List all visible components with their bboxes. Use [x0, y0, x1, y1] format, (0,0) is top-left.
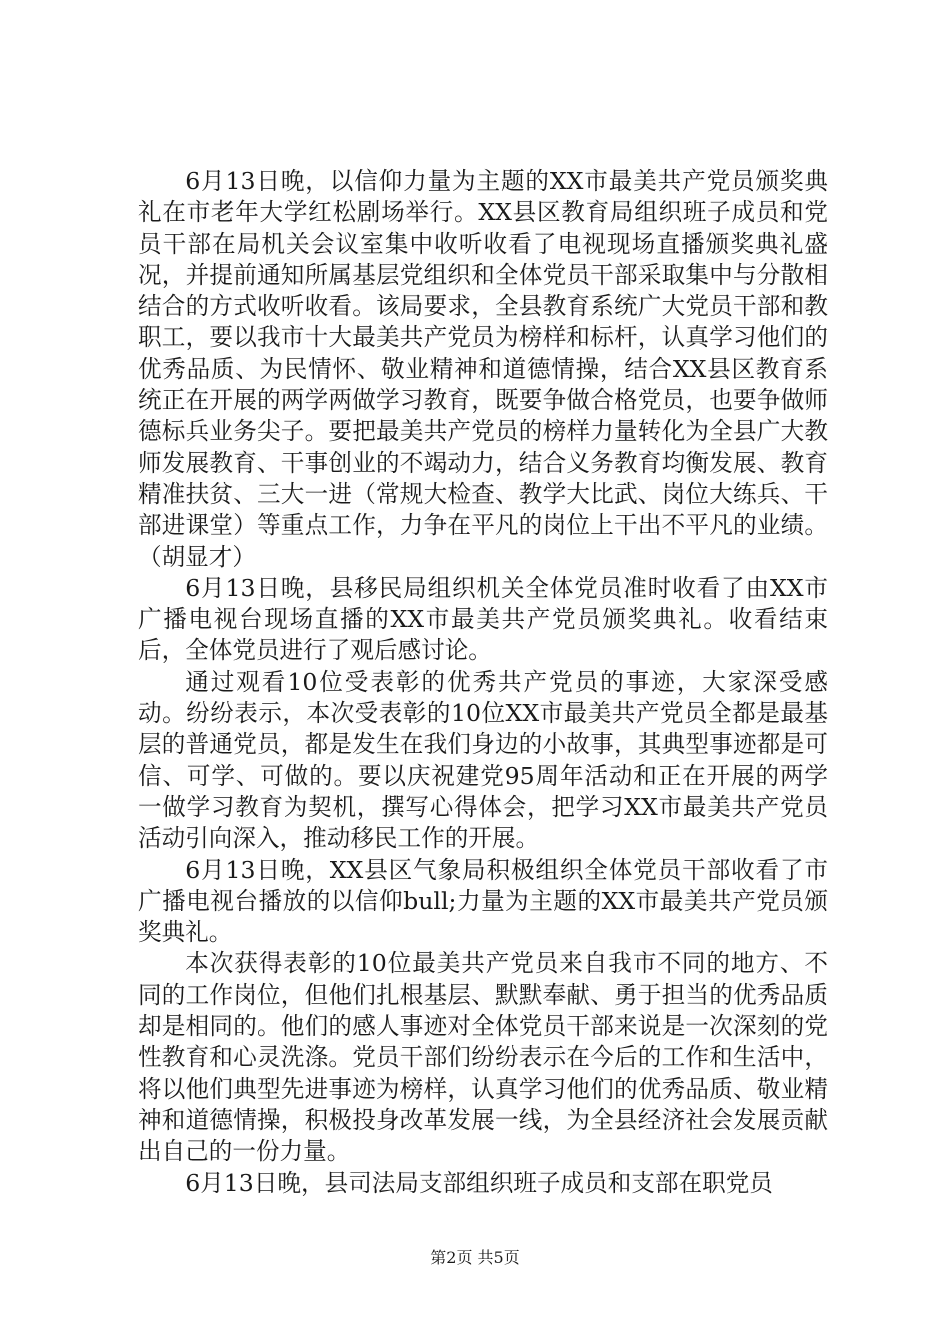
- document-body: [138, 166, 828, 1199]
- paragraph-migration-bureau: 6月13日晚，县移民局组织机关全体党员准时收看了由XX市广播电视台现场直播的XX市最美共产党员颁奖典礼。收看结束后，全体党员进行了观后感讨论。: [138, 573, 828, 665]
- page-footer: 第2页 共5页: [430, 1248, 520, 1267]
- paragraph-meteorology-reflection: 本次获得表彰的10位最美共产党员来自我市不同的地方、不同的工作岗位，但他们扎根基层、默默奉献、勇于担当的优秀品质却是相同的。他们的感人事迹对全体党员干部来说是一次深刻的党性教育和心灵洗涤。党员干部们纷纷表示在今后的工作和生活中，将以他们典型先进事迹为榜样，认真学习他们的优秀品质、敬业精神和道德情操，积极投身改革发展一线，为全县经济社会发展贡献出自己的一份力量。: [138, 949, 828, 1166]
- paragraph-migration-reflection: 通过观看10位受表彰的优秀共产党员的事迹，大家深受感动。纷纷表示，本次受表彰的10位XX市最美共产党员全都是最基层的普通党员，都是发生在我们身边的小故事，其典型事迹都是可信、可学、可做的。要以庆祝建党95周年活动和正在开展的两学一做学习教育为契机，撰写心得体会，把学习XX市最美共产党员活动引向深入，推动移民工作的开展。: [138, 667, 828, 853]
- paragraph-education-bureau: 6月13日晚，以信仰力量为主题的XX市最美共产党员颁奖典礼在市老年大学红松剧场举行。XX县区教育局组织班子成员和党员干部在局机关会议室集中收听收看了电视现场直播颁奖典礼盛况，并提前通知所属基层党组织和全体党员干部采取集中与分散相结合的方式收听收看。该局要求，全县教育系统广大党员干部和教职工，要以我市十大最美共产党员为榜样和标杆，认真学习他们的优秀品质、为民情怀、敬业精神和道德情操，结合XX县区教育系统正在开展的两学两做学习教育，既要争做合格党员，也要争做师德标兵业务尖子。要把最美共产党员的榜样力量转化为全县广大教师发展教育、干事创业的不竭动力，结合义务教育均衡发展、教育精准扶贫、三大一进（常规大检查、教学大比武、岗位大练兵、干部进课堂）等重点工作，力争在平凡的岗位上干出不平凡的业绩。（胡显才）: [138, 167, 828, 571]
- paragraph-justice-bureau: 6月13日晚，县司法局支部组织班子成员和支部在职党员: [185, 1168, 773, 1197]
- paragraph-meteorology-bureau: 6月13日晚，XX县区气象局积极组织全体党员干部收看了市广播电视台播放的以信仰bull;力量为主题的XX市最美共产党员颁奖典礼。: [138, 855, 828, 947]
